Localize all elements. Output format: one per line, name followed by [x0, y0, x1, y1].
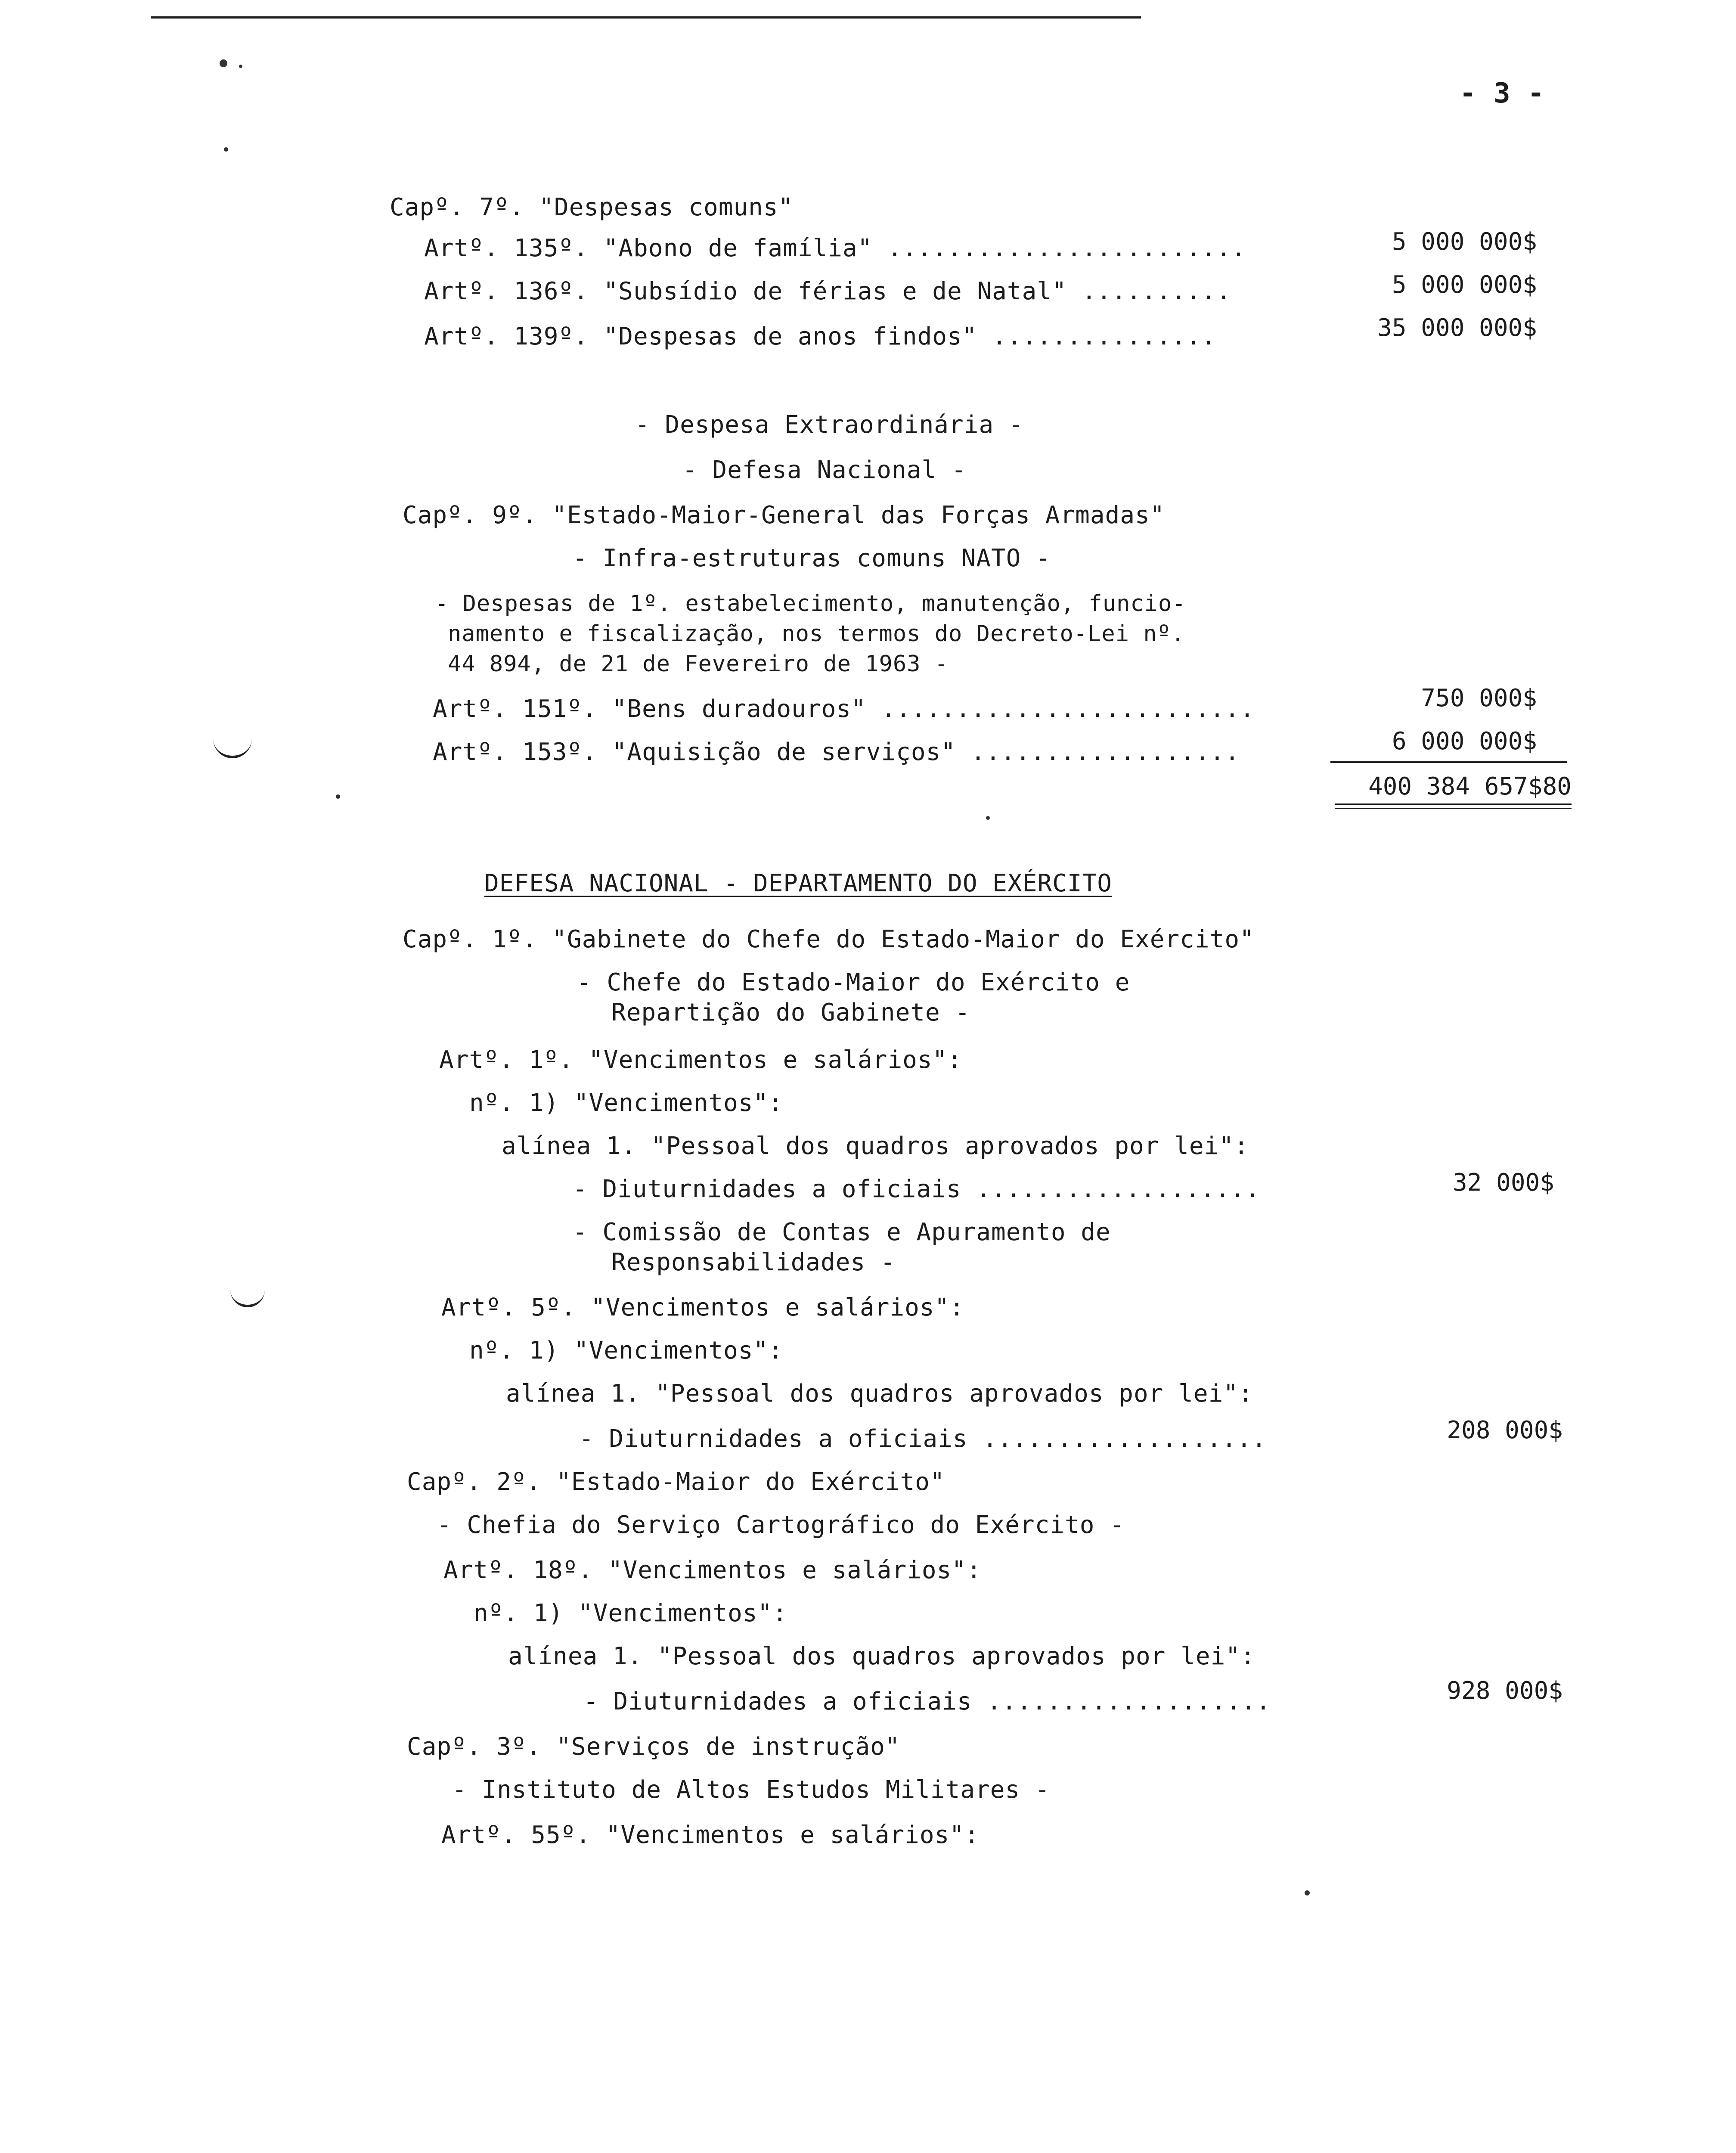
scan-speck	[224, 147, 228, 152]
margin-tick-mark	[230, 1287, 265, 1307]
heading-despesa-extraordinaria: - Despesa Extraordinária -	[635, 411, 1024, 439]
alinea-1-a: alínea 1. "Pessoal dos quadros aprovados por lei":	[502, 1132, 1249, 1160]
diuturnidades-b-amount: 208 000$	[1447, 1416, 1563, 1444]
despesas-description-line-2: namento e fiscalização, nos termos do Decreto-Lei nº.	[448, 621, 1185, 647]
numero-1-a: nº. 1) "Vencimentos":	[469, 1089, 784, 1117]
diuturnidades-c: - Diuturnidades a oficiais ...................	[583, 1688, 1271, 1716]
article-135-amount: 5 000 000$	[1392, 228, 1537, 256]
despesas-description-line-3: 44 894, de 21 de Fevereiro de 1963 -	[448, 651, 949, 677]
article-139: Artº. 139º. "Despesas de anos findos" ...............	[424, 323, 1216, 351]
article-1: Artº. 1º. "Vencimentos e salários":	[439, 1046, 963, 1074]
despesas-description-line-1: - Despesas de 1º. estabelecimento, manutenção, funcio-	[435, 591, 1186, 617]
chapter-9-heading: Capº. 9º. "Estado-Maior-General das Forças Armadas"	[403, 501, 1165, 529]
subtotal-rule	[1330, 761, 1567, 763]
chapter-7-heading: Capº. 7º. "Despesas comuns"	[390, 193, 794, 221]
article-151: Artº. 151º. "Bens duradouros" .........................	[433, 695, 1255, 723]
comissao-line-1: - Comissão de Contas e Apuramento de	[573, 1218, 1111, 1246]
article-153: Artº. 153º. "Aquisição de serviços" ..................	[433, 738, 1240, 766]
article-153-amount: 6 000 000$	[1392, 727, 1537, 755]
article-18: Artº. 18º. "Vencimentos e salários":	[443, 1556, 982, 1584]
numero-1-c: nº. 1) "Vencimentos":	[474, 1599, 788, 1627]
diuturnidades-b: - Diuturnidades a oficiais ...................	[579, 1425, 1267, 1453]
comissao-line-2: Responsabilidades -	[611, 1248, 896, 1276]
total-double-rule-bottom	[1335, 808, 1572, 809]
chapter-2-heading: Capº. 2º. "Estado-Maior do Exército"	[407, 1468, 945, 1496]
article-55: Artº. 55º. "Vencimentos e salários":	[441, 1821, 980, 1849]
article-135: Artº. 135º. "Abono de família" ........................	[424, 234, 1246, 262]
scan-speck	[239, 65, 242, 68]
scan-speck	[986, 816, 990, 820]
article-5: Artº. 5º. "Vencimentos e salários":	[441, 1294, 965, 1322]
diuturnidades-c-amount: 928 000$	[1447, 1677, 1563, 1705]
diuturnidades-a: - Diuturnidades a oficiais ...................	[573, 1175, 1260, 1203]
article-136-amount: 5 000 000$	[1392, 271, 1537, 299]
chapter-1-heading: Capº. 1º. "Gabinete do Chefe do Estado-Maior do Exército"	[403, 925, 1255, 953]
alinea-1-c: alínea 1. "Pessoal dos quadros aprovados por lei":	[508, 1642, 1256, 1670]
chefia-cartografico: - Chefia do Serviço Cartográfico do Exército -	[437, 1511, 1125, 1539]
section-title-departamento-exercito: DEFESA NACIONAL - DEPARTAMENTO DO EXÉRCITO	[484, 869, 1113, 897]
top-scan-line	[151, 16, 1141, 19]
article-151-amount: 750 000$	[1421, 684, 1537, 712]
chapter-3-heading: Capº. 3º. "Serviços de instrução"	[407, 1733, 900, 1761]
infra-estruturas-heading: - Infra-estruturas comuns NATO -	[573, 544, 1051, 572]
scan-speck	[220, 59, 227, 67]
scan-speck	[336, 794, 340, 799]
page-number: - 3 -	[1460, 78, 1545, 109]
numero-1-b: nº. 1) "Vencimentos":	[469, 1337, 784, 1365]
total-double-rule-top	[1335, 803, 1572, 805]
chefe-line-1: - Chefe do Estado-Maior do Exército e	[577, 968, 1130, 996]
section-total-amount: 400 384 657$80	[1368, 772, 1572, 800]
scan-speck	[1305, 1890, 1310, 1896]
article-139-amount: 35 000 000$	[1377, 314, 1537, 342]
margin-tick-mark	[213, 738, 252, 758]
alinea-1-b: alínea 1. "Pessoal dos quadros aprovados por lei":	[506, 1380, 1253, 1408]
diuturnidades-a-amount: 32 000$	[1452, 1169, 1554, 1197]
chefe-line-2: Repartição do Gabinete -	[611, 999, 970, 1027]
heading-defesa-nacional: - Defesa Nacional -	[682, 456, 967, 484]
article-136: Artº. 136º. "Subsídio de férias e de Natal" ..........	[424, 277, 1231, 305]
instituto-altos-estudos: - Instituto de Altos Estudos Militares -	[452, 1776, 1050, 1804]
